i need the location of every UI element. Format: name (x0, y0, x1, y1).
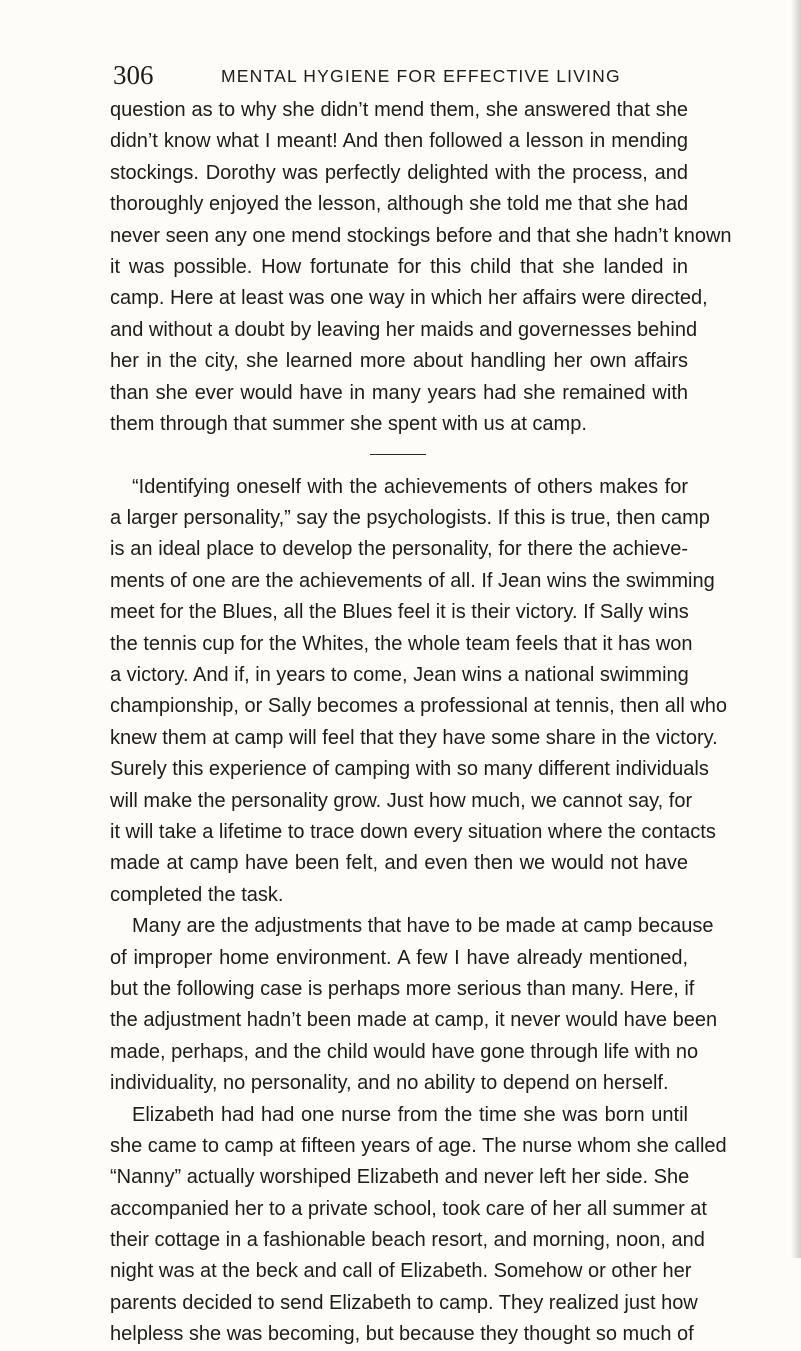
paragraph-4 (110, 1100, 727, 1351)
text-line: the adjustment hadn’t been made at camp, it never would have been (110, 1009, 718, 1032)
page-edge-shadow (791, 0, 801, 1258)
text-line: “Nanny” actually worshiped Elizabeth and never left her side. She (110, 1166, 690, 1189)
text-line: meet for the Blues, all the Blues feel it is their victory. If Sally wins (110, 601, 689, 624)
body-text (110, 95, 732, 1351)
text-line: never seen any one mend stockings before and that she hadn’t known (110, 224, 732, 247)
text-line: is an ideal place to develop the personality, for there the achieve- (110, 538, 688, 561)
text-line: question as to why she didn’t mend them, she answered that she (110, 99, 688, 121)
text-line: will make the personality grow. Just how much, we cannot say, for (110, 789, 693, 812)
text-line: championship, or Sally becomes a professional at tennis, then all who (110, 695, 728, 718)
text-line: didn’t know what I meant! And then followed a lesson in mending (110, 130, 688, 153)
text-line: stockings. Dorothy was perfectly delighted with the process, and (110, 161, 688, 184)
text-line: made at camp have been felt, and even then we would not have (110, 852, 688, 875)
text-line: them through that summer she spent with us at camp. (110, 412, 587, 435)
paragraph-2 (110, 472, 728, 911)
paragraph-3 (110, 911, 718, 1099)
text-line: her in the city, she learned more about handling her own affairs (110, 350, 688, 373)
text-line: helpless she was becoming, but because they thought so much of (110, 1323, 694, 1346)
paragraph-1 (110, 95, 732, 440)
text-line: Surely this experience of camping with so many different individuals (110, 758, 709, 781)
text-line: thoroughly enjoyed the lesson, although she told me that she had (110, 193, 689, 216)
text-line: a victory. And if, in years to come, Jean wins a national swimming (110, 664, 689, 687)
text-line: completed the task. (110, 883, 284, 906)
text-line: of improper home environment. A few I have already mentioned, (110, 946, 688, 969)
text-line: she came to camp at fifteen years of age. The nurse whom she called (110, 1134, 727, 1157)
text-line: night was at the beck and call of Elizabeth. Somehow or other her (110, 1260, 692, 1283)
text-line: made, perhaps, and the child would have gone through life with no (110, 1040, 699, 1063)
text-line: but the following case is perhaps more serious than many. Here, if (110, 977, 695, 1000)
text-line: knew them at camp will feel that they have some share in the victory. (110, 726, 718, 749)
text-line: accompanied her to a private school, took care of her all summer at (110, 1197, 707, 1220)
running-head: MENTAL HYGIENE FOR EFFECTIVE LIVING (221, 66, 621, 86)
text-line: it was possible. How fortunate for this child that she landed in (110, 255, 688, 278)
section-divider (110, 440, 688, 471)
text-line: the tennis cup for the Whites, the whole team feels that it has won (110, 632, 693, 655)
text-line: than she ever would have in many years had she remained with (110, 381, 688, 404)
page-number: 306 (113, 60, 154, 90)
text-line: parents decided to send Elizabeth to camp. They realized just how (110, 1291, 698, 1314)
text-line: a larger personality,” say the psychologists. If this is true, then camp (110, 507, 710, 530)
text-line: individuality, no personality, and no ability to depend on herself. (110, 1072, 669, 1095)
page-header (113, 60, 685, 94)
text-line: “Identifying oneself with the achievements of others makes for (132, 475, 688, 498)
text-line: camp. Here at least was one way in which her affairs were directed, (110, 287, 708, 310)
text-line: Many are the adjustments that have to be made at camp because (132, 915, 714, 938)
text-line: ments of one are the achievements of all. If Jean wins the swimming (110, 569, 715, 592)
text-line: it will take a lifetime to trace down every situation where the contacts (110, 820, 716, 843)
text-line: and without a doubt by leaving her maids and governesses behind (110, 318, 698, 341)
text-line: their cottage in a fashionable beach resort, and morning, noon, and (110, 1229, 705, 1252)
text-line: Elizabeth had had one nurse from the time she was born until (132, 1103, 688, 1126)
